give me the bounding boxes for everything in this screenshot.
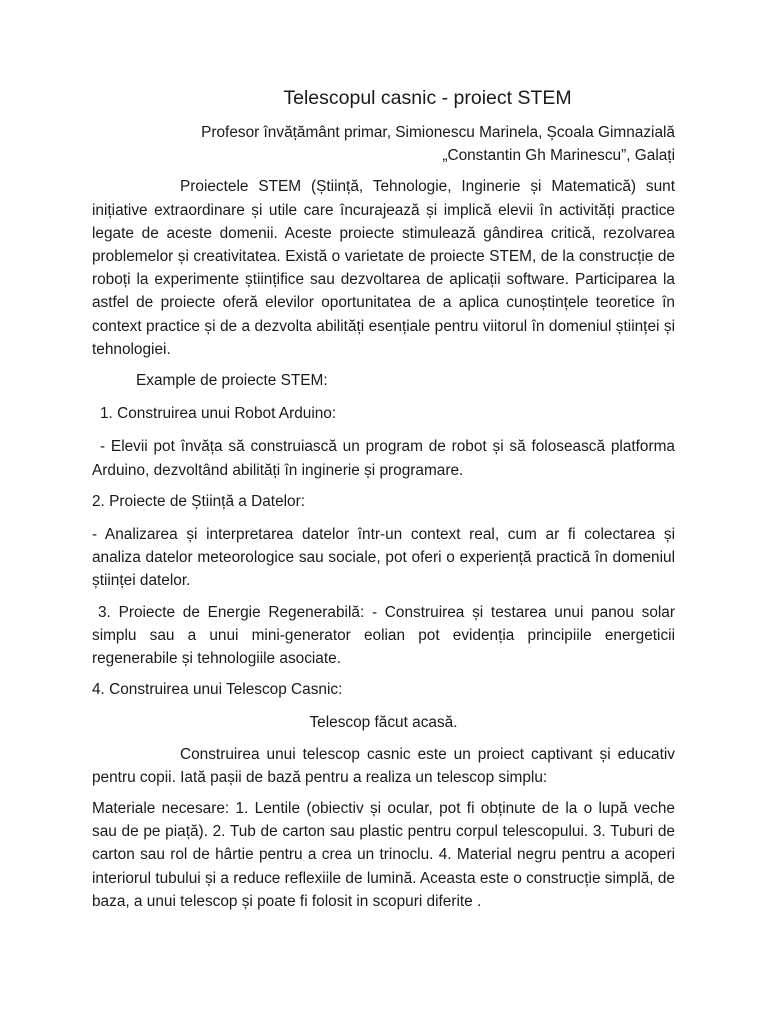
materials-paragraph: Materiale necesare: 1. Lentile (obiectiv și ocular, pot fi obținute de la o lupă veche sau de pe piață). 2. Tub de carton sau plastic pentru corpul telescopului. 3. Tuburi de carton sau rol de hârtie pentru a crea un trinoclu. 4. Material negru pentru a acoperi interiorul tubului și a reduce reflexiile de lumină. Aceasta este o construcție simplă, de baza, a unui telescop și poate fi folosit in scopuri diferite .	[92, 800, 675, 910]
item4-heading: 4. Construirea unui Telescop Casnic:	[92, 681, 343, 699]
item1-text: - Elevii pot învăța să construiască un program de robot și să folosească platforma Arduino, dezvoltând abilități în inginerie și programare.	[92, 438, 675, 479]
telescope-subtitle: Telescop făcut acasă.	[309, 714, 458, 732]
author-line-2: „Constantin Gh Marinescu”, Galați	[442, 147, 675, 165]
telescope-intro: Construirea unui telescop casnic este un proiect captivant și educativ pentru copii. Iată pașii de bază pentru a realiza un telescop simplu:	[92, 745, 675, 786]
item1-heading: 1. Construirea unui Robot Arduino:	[100, 405, 337, 423]
document-page	[92, 84, 675, 921]
item2-text: - Analizarea și interpretarea datelor într-un context real, cum ar fi colectarea și analiza datelor meteorologice sau sociale, pot oferi o experiență practică în domeniul științei datelor.	[92, 526, 675, 590]
item3-text: 3. Proiecte de Energie Regenerabilă: - Construirea și testarea unui panou solar simplu sau a unui mini-generator eolian pot evidenția principiile energeticii regenerabile și tehnologiile asociate.	[92, 603, 675, 668]
intro-paragraph: Proiectele STEM (Știință, Tehnologie, Inginerie și Matematică) sunt inițiative extraordinare și utile care încurajează și implică elevii în activități practice legate de aceste domenii. Aceste proiecte stimulează gândirea critică, rezolvarea problemelor și creativitatea. Există o varietate de proiecte STEM, de la construcție de roboți la experimente științifice sau dezvoltarea de aplicații software. Participarea la astfel de proiecte oferă elevilor oportunitatea de a aplica cunoștințele teoretice în context practice și de a dezvolta abilități esențiale pentru viitorul în domeniul științei și tehnologiei.	[92, 178, 675, 358]
author-line-1: Profesor învățământ primar, Simionescu Marinela, Școala Gimnazială	[201, 124, 675, 141]
item2-heading: 2. Proiecte de Știință a Datelor:	[92, 492, 306, 510]
author-block	[92, 121, 675, 167]
document-title: Telescopul casnic - proiect STEM	[283, 87, 572, 109]
examples-heading: Example de proiecte STEM:	[136, 372, 328, 390]
